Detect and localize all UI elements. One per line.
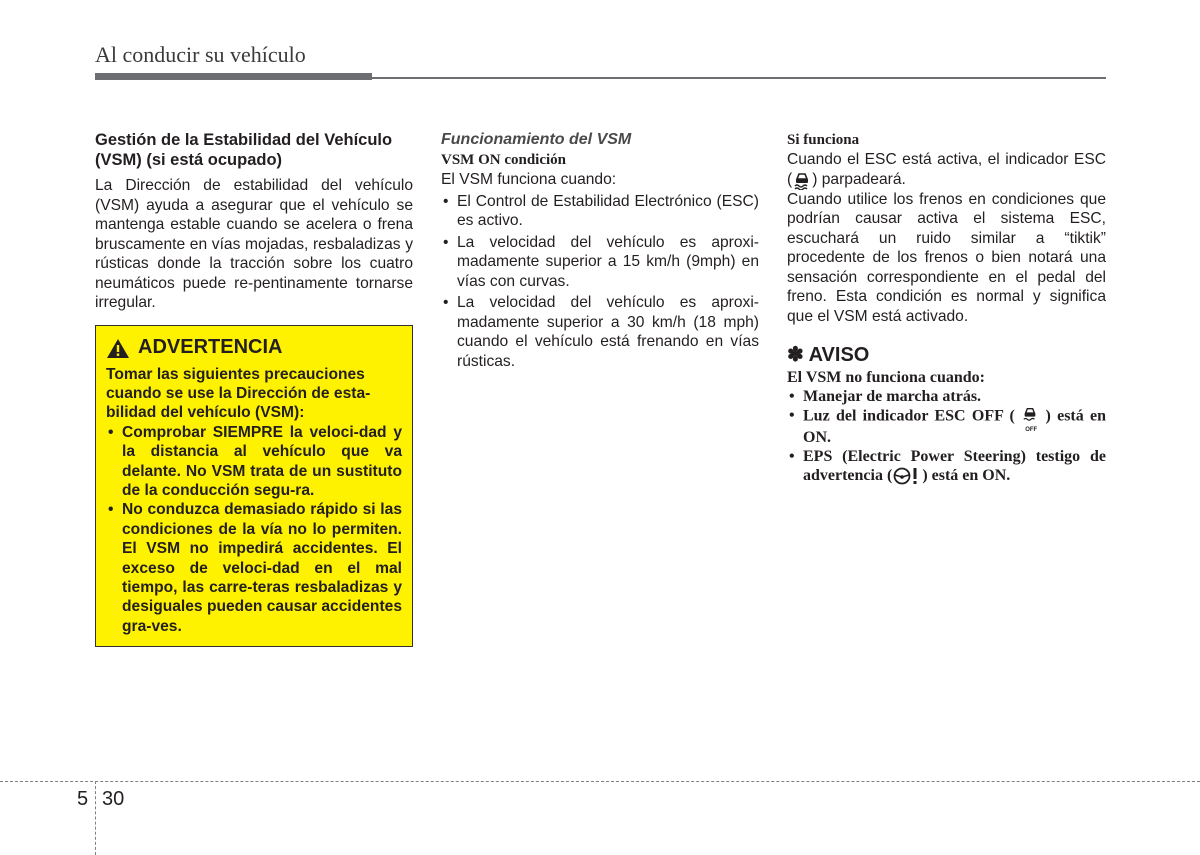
notice-symbol: ✽ — [787, 344, 804, 366]
list-item: • La velocidad del vehículo es aproxi-madamente superior a 15 km/h (9mph) en vías con curvas. — [441, 233, 759, 292]
warning-item: • Comprobar SIEMPRE la veloci-dad y la distancia al vehículo que va delante. No VSM trata de un sustituto de la conducción segu-ra. — [106, 423, 402, 501]
vsm-on-list — [441, 192, 759, 372]
header-rule-thin — [372, 77, 1106, 79]
warning-title-text: ADVERTENCIA — [138, 336, 283, 359]
warning-title — [106, 338, 402, 359]
vsm-on-intro: El VSM funciona cuando: — [441, 171, 617, 188]
esc-text-b: ) parpadeará. — [812, 170, 906, 188]
subheading-if-works: Si funciona — [787, 132, 860, 148]
page-header-title: Al conducir su vehículo — [95, 42, 306, 67]
notice-item2-b: ) está en ON. — [803, 407, 1107, 446]
notice-block — [787, 368, 1106, 486]
column-middle — [441, 130, 759, 371]
subheading-vsm-on: VSM ON condición — [441, 152, 567, 168]
section-heading-vsm: Gestión de la Estabilidad del Vehículo (VSM) (si está ocupado) — [95, 131, 393, 169]
list-item: • La velocidad del vehículo es aproxi-madamente superior a 30 km/h (18 mph) cuando el vehículo está frenando en vías rústicas. — [441, 293, 759, 371]
warning-box — [95, 325, 413, 648]
notice-title-text: AVISO — [808, 344, 870, 366]
footer-vertical-divider — [95, 781, 96, 855]
notice-item3-a: EPS (Electric Power Steering) testigo de advertencia ( — [803, 447, 1106, 484]
notice-item — [787, 406, 1106, 447]
page-number: 30 — [102, 788, 125, 810]
warning-list — [106, 423, 402, 636]
notice-intro: El VSM no funciona cuando: — [787, 368, 985, 386]
section-heading-operation: Funcionamiento del VSM — [441, 131, 632, 148]
esc-brake-paragraph: Cuando utilice los frenos en condiciones que podrían causar activa el sistema ESC, escuchará un ruido similar a “tiktik” procedente de los frenos o bien notará una sensación correspondiente en el pedal del freno. Esta condición es normal y significa que el VSM está activado. — [787, 190, 1106, 325]
notice-item3-b: ) está en ON. — [922, 466, 1011, 484]
esc-text-a: Cuando el ESC está activa, el indicador ESC ( — [787, 151, 1106, 188]
eps-warning-icon — [892, 466, 922, 486]
vsm-description: La Dirección de estabilidad del vehículo (VSM) ayuda a asegurar que el vehículo se mantenga estable cuando se acelera o frena bruscamente en vías mojadas, resbaladizas y rústicas donde la tracción sobre los cuatro neumáticos puede re-pentinamente tornarse irregular. — [95, 177, 413, 311]
warning-item: • No conduzca demasiado rápido si las condiciones de la vía no lo permiten. El VSM no impedirá accidentes. El exceso de veloci-dad en el mal tiempo, las carre-teras resbaladizas y desiguales pueden causar accidentes gra-ves. — [106, 500, 402, 636]
warning-triangle-icon — [106, 338, 130, 359]
header-rule-thick — [95, 73, 372, 80]
esc-indicator-icon — [792, 170, 812, 190]
notice-item2-a: Luz del indicador ESC OFF ( — [803, 407, 1015, 425]
notice-item: • Manejar de marcha atrás. — [787, 387, 1106, 406]
chapter-number: 5 — [77, 788, 89, 810]
notice-list — [787, 387, 1106, 486]
column-left — [95, 130, 413, 647]
notice-item — [787, 447, 1106, 486]
esc-off-indicator-icon — [1021, 406, 1039, 433]
footer-divider — [0, 781, 1200, 782]
list-item: • El Control de Estabilidad Electrónico (ESC) es activo. — [441, 192, 759, 231]
notice-title — [787, 346, 1106, 366]
column-right — [787, 130, 1106, 486]
esc-indicator-paragraph — [787, 150, 1106, 190]
warning-intro: Tomar las siguientes precauciones cuando se use la Dirección de esta-bilidad del vehículo (VSM): — [106, 365, 371, 422]
off-label: OFF — [1025, 426, 1038, 433]
